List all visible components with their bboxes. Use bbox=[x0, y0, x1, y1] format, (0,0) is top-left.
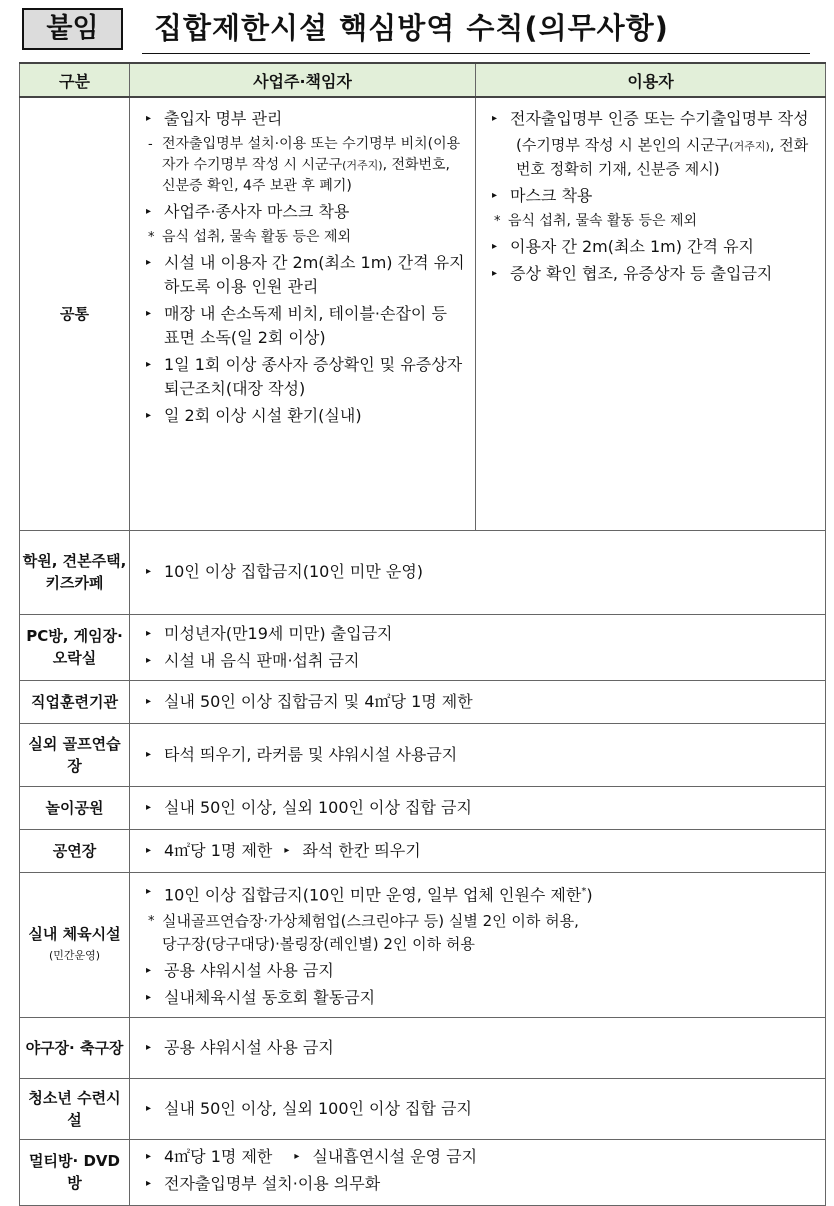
bullet-icon: ▸ bbox=[146, 1041, 152, 1053]
list-item: * 음식 섭취, 물속 활동 등은 제외 bbox=[148, 229, 351, 245]
row-label-golf: 실외 골프연습장 bbox=[20, 723, 130, 786]
table-row-stadium bbox=[20, 1017, 826, 1078]
list-item: ▸ 증상 확인 협조, 유증상자 등 출입금지 bbox=[484, 262, 817, 286]
table-row-pc bbox=[20, 614, 826, 680]
cell-youth bbox=[130, 1078, 826, 1139]
row-label-theater: 공연장 bbox=[20, 829, 130, 872]
list-item: ▸ 실내체육시설 동호회 활동금지 bbox=[138, 986, 817, 1010]
table-row-theater bbox=[20, 829, 826, 872]
bullet-icon: ▸ bbox=[146, 1151, 152, 1163]
bullet-icon: ▸ bbox=[146, 991, 152, 1003]
bullet-icon: ▸ bbox=[146, 885, 152, 897]
cell-theater bbox=[130, 829, 826, 872]
cell-amusement bbox=[130, 786, 826, 829]
cell-indoor-sports bbox=[130, 872, 826, 1017]
list-item: ▸ 매장 내 손소독제 비치, 테이블·손잡이 등 표면 소독(일 2회 이상) bbox=[146, 304, 447, 347]
row-label-youth: 청소년 수련시설 bbox=[20, 1078, 130, 1139]
table-row-academy bbox=[20, 530, 826, 614]
list-item: ▸ 시설 내 이용자 간 2m(최소 1m) 간격 유지하도록 이용 인원 관리 bbox=[146, 253, 465, 296]
table-row-multiroom bbox=[20, 1139, 826, 1205]
list-item-note: * 실내골프연습장·가상체험업(스크린야구 등) 실별 2인 이하 허용, 당구장(당구대당)·볼링장(레인별) 2인 이하 허용 bbox=[148, 911, 579, 953]
bullet-icon: ▸ bbox=[146, 964, 152, 976]
row-label-multiroom: 멀티방· DVD방 bbox=[20, 1139, 130, 1205]
bullet-icon: ▸ bbox=[492, 268, 498, 279]
column-header-user: 이용자 bbox=[476, 63, 826, 97]
list-item: ▸ 시설 내 음식 판매·섭취 금지 bbox=[138, 649, 817, 673]
cell-multiroom bbox=[130, 1139, 826, 1205]
cell-stadium bbox=[130, 1017, 826, 1078]
bullet-icon: ▸ bbox=[492, 190, 498, 201]
table-row-amusement bbox=[20, 786, 826, 829]
rules-table bbox=[19, 62, 826, 1206]
bullet-icon: ▸ bbox=[146, 257, 152, 268]
attachment-tag: 붙임 bbox=[22, 8, 123, 50]
bullet-icon: ▸ bbox=[146, 748, 152, 760]
list-item: ▸ 일 2회 이상 시설 환기(실내) bbox=[138, 404, 467, 428]
row-label-common: 공통 bbox=[20, 97, 130, 530]
list-item: ▸ 실내흡연시설 운영 금지 bbox=[286, 1145, 477, 1169]
bullet-icon: ▸ bbox=[146, 1178, 152, 1190]
cell-vocational bbox=[130, 680, 826, 723]
table-row-golf bbox=[20, 723, 826, 786]
cell-pc bbox=[130, 614, 826, 680]
bullet-icon: ▸ bbox=[146, 113, 152, 124]
bullet-icon: ▸ bbox=[146, 627, 152, 639]
list-item: ▸ 4㎡당 1명 제한 bbox=[138, 1145, 272, 1169]
table-header-row bbox=[20, 63, 826, 97]
row-label-vocational: 직업훈련기관 bbox=[20, 680, 130, 723]
row-label-pc: PC방, 게임장·오락실 bbox=[20, 614, 130, 680]
bullet-icon: ▸ bbox=[146, 308, 152, 319]
cell-common-owner bbox=[130, 97, 476, 530]
bullet-icon: ▸ bbox=[294, 1151, 300, 1163]
list-item: ▸ 1일 1회 이상 종사자 증상확인 및 유증상자 퇴근조치(대장 작성) bbox=[146, 355, 463, 398]
bullet-icon: ▸ bbox=[146, 206, 152, 217]
list-item: ▸ 미성년자(만19세 미만) 출입금지 bbox=[138, 622, 817, 646]
table-row-indoor-sports bbox=[20, 872, 826, 1017]
list-item: ▸ 출입자 명부 관리 bbox=[138, 107, 467, 131]
list-item: * 음식 섭취, 물속 활동 등은 제외 bbox=[494, 213, 697, 229]
table-row-common bbox=[20, 97, 826, 530]
list-item: ▸ 실내 50인 이상, 실외 100인 이상 집합 금지 bbox=[138, 1097, 817, 1121]
list-item: ▸ 전자출입명부 설치·이용 의무화 bbox=[138, 1172, 817, 1196]
list-item: ▸ 실내 50인 이상 집합금지 및 4㎡당 1명 제한 bbox=[138, 690, 817, 714]
cell-golf bbox=[130, 723, 826, 786]
list-item-note: (수기명부 작성 시 본인의 시군구(거주지), 전화번호 정확히 기재, 신분증 제시) bbox=[516, 136, 809, 178]
column-header-category: 구분 bbox=[20, 63, 130, 97]
list-item: ▸ 공용 샤워시설 사용 금지 bbox=[138, 959, 817, 983]
inline-items bbox=[138, 1145, 817, 1169]
list-item: ▸ 실내 50인 이상, 실외 100인 이상 집합 금지 bbox=[138, 796, 817, 820]
row-label-stadium: 야구장· 축구장 bbox=[20, 1017, 130, 1078]
bullet-icon: ▸ bbox=[146, 359, 152, 370]
bullet-icon: ▸ bbox=[146, 1102, 152, 1114]
document-header bbox=[22, 8, 792, 50]
row-label-sub: (민간운영) bbox=[48, 948, 101, 962]
table-row-vocational bbox=[20, 680, 826, 723]
list-item: ▸ 10인 이상 집합금지(10인 미만 운영) bbox=[138, 560, 817, 584]
bullet-icon: ▸ bbox=[492, 113, 498, 124]
row-label-amusement: 놀이공원 bbox=[20, 786, 130, 829]
inline-items bbox=[138, 839, 817, 863]
title-underline bbox=[142, 53, 810, 54]
list-item: - 전자출입명부 설치·이용 또는 수기명부 비치(이용자가 수기명부 작성 시 시군구(거주지), 전화번호, 신분증 확인, 4주 보관 후 폐기) bbox=[148, 136, 461, 194]
bullet-icon: ▸ bbox=[146, 844, 152, 856]
bullet-icon: ▸ bbox=[146, 801, 152, 813]
table-row-youth bbox=[20, 1078, 826, 1139]
row-label-indoor-sports: 실내 체육시설 (민간운영) bbox=[20, 872, 130, 1017]
list-item: ▸ 타석 띄우기, 라커룸 및 샤워시설 사용금지 bbox=[138, 743, 817, 767]
bullet-icon: ▸ bbox=[146, 654, 152, 666]
list-item: ▸ 10인 이상 집합금지(10인 미만 운영, 일부 업체 인원수 제한*) bbox=[138, 880, 817, 907]
list-item: ▸ 이용자 간 2m(최소 1m) 간격 유지 bbox=[484, 235, 817, 259]
list-item: ▸ 좌석 한칸 띄우기 bbox=[276, 839, 420, 863]
row-label-academy: 학원, 견본주택, 키즈카페 bbox=[20, 530, 130, 614]
list-item: ▸ 공용 샤워시설 사용 금지 bbox=[138, 1036, 817, 1060]
cell-common-user bbox=[476, 97, 826, 530]
bullet-icon: ▸ bbox=[146, 695, 152, 707]
document-title: 집합제한시설 핵심방역 수칙(의무사항) bbox=[154, 11, 669, 45]
bullet-icon: ▸ bbox=[492, 241, 498, 252]
cell-academy bbox=[130, 530, 826, 614]
list-item: ▸ 4㎡당 1명 제한 bbox=[138, 839, 272, 863]
bullet-icon: ▸ bbox=[284, 844, 290, 856]
bullet-icon: ▸ bbox=[146, 410, 152, 421]
list-item: ▸ 전자출입명부 인증 또는 수기출입명부 작성 bbox=[484, 107, 817, 131]
column-header-owner: 사업주·책임자 bbox=[130, 63, 476, 97]
list-item: ▸ 사업주·종사자 마스크 착용 bbox=[138, 200, 467, 224]
list-item: ▸ 마스크 착용 bbox=[484, 184, 817, 208]
bullet-icon: ▸ bbox=[146, 566, 152, 577]
